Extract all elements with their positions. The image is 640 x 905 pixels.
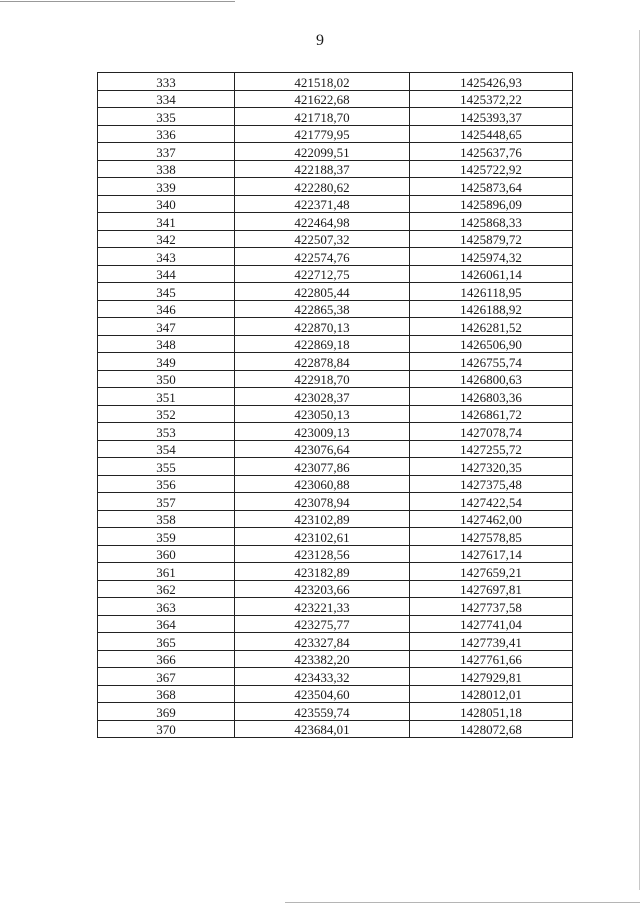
point-number-cell: 339 [98,178,235,196]
y-coordinate-cell: 1426188,92 [410,300,573,318]
y-coordinate-cell: 1427255,72 [410,440,573,458]
table-row [98,73,573,91]
table-row [98,475,573,493]
table-row [98,90,573,108]
y-coordinate-cell: 1427578,85 [410,528,573,546]
table-row [98,195,573,213]
y-coordinate-cell: 1425873,64 [410,178,573,196]
table-row [98,720,573,738]
point-number-cell: 369 [98,703,235,721]
x-coordinate-cell: 423060,88 [235,475,410,493]
x-coordinate-cell: 423078,94 [235,493,410,511]
table-row [98,178,573,196]
y-coordinate-cell: 1425393,37 [410,108,573,126]
x-coordinate-cell: 422099,51 [235,143,410,161]
coordinates-table-body [98,73,573,738]
y-coordinate-cell: 1425974,32 [410,248,573,266]
table-row [98,160,573,178]
y-coordinate-cell: 1425448,65 [410,125,573,143]
point-number-cell: 353 [98,423,235,441]
table-row [98,143,573,161]
point-number-cell: 358 [98,510,235,528]
x-coordinate-cell: 421779,95 [235,125,410,143]
x-coordinate-cell: 422870,13 [235,318,410,336]
point-number-cell: 345 [98,283,235,301]
point-number-cell: 348 [98,335,235,353]
table-row [98,423,573,441]
scan-edge-bottom [285,902,640,903]
x-coordinate-cell: 423009,13 [235,423,410,441]
y-coordinate-cell: 1425637,76 [410,143,573,161]
x-coordinate-cell: 423382,20 [235,650,410,668]
table-row [98,458,573,476]
scan-edge-top [0,1,235,2]
point-number-cell: 343 [98,248,235,266]
x-coordinate-cell: 423028,37 [235,388,410,406]
x-coordinate-cell: 423684,01 [235,720,410,738]
table-row [98,283,573,301]
y-coordinate-cell: 1427375,48 [410,475,573,493]
y-coordinate-cell: 1426061,14 [410,265,573,283]
y-coordinate-cell: 1425896,09 [410,195,573,213]
table-row [98,685,573,703]
x-coordinate-cell: 423102,61 [235,528,410,546]
table-row [98,370,573,388]
point-number-cell: 363 [98,598,235,616]
table-row [98,528,573,546]
x-coordinate-cell: 422805,44 [235,283,410,301]
point-number-cell: 365 [98,633,235,651]
table-row [98,388,573,406]
point-number-cell: 356 [98,475,235,493]
y-coordinate-cell: 1425879,72 [410,230,573,248]
y-coordinate-cell: 1426281,52 [410,318,573,336]
point-number-cell: 354 [98,440,235,458]
point-number-cell: 357 [98,493,235,511]
x-coordinate-cell: 422574,76 [235,248,410,266]
x-coordinate-cell: 422464,98 [235,213,410,231]
x-coordinate-cell: 423327,84 [235,633,410,651]
point-number-cell: 370 [98,720,235,738]
point-number-cell: 335 [98,108,235,126]
y-coordinate-cell: 1427617,14 [410,545,573,563]
x-coordinate-cell: 423433,32 [235,668,410,686]
x-coordinate-cell: 423128,56 [235,545,410,563]
y-coordinate-cell: 1427741,04 [410,615,573,633]
x-coordinate-cell: 423504,60 [235,685,410,703]
table-row [98,633,573,651]
x-coordinate-cell: 421718,70 [235,108,410,126]
y-coordinate-cell: 1426861,72 [410,405,573,423]
y-coordinate-cell: 1428072,68 [410,720,573,738]
point-number-cell: 349 [98,353,235,371]
x-coordinate-cell: 423076,64 [235,440,410,458]
point-number-cell: 347 [98,318,235,336]
y-coordinate-cell: 1425722,92 [410,160,573,178]
point-number-cell: 367 [98,668,235,686]
table-row [98,248,573,266]
table-row [98,213,573,231]
x-coordinate-cell: 423203,66 [235,580,410,598]
y-coordinate-cell: 1427320,35 [410,458,573,476]
table-row [98,703,573,721]
table-row [98,108,573,126]
x-coordinate-cell: 422712,75 [235,265,410,283]
y-coordinate-cell: 1425372,22 [410,90,573,108]
point-number-cell: 366 [98,650,235,668]
x-coordinate-cell: 423559,74 [235,703,410,721]
point-number-cell: 337 [98,143,235,161]
x-coordinate-cell: 422507,32 [235,230,410,248]
point-number-cell: 350 [98,370,235,388]
y-coordinate-cell: 1427929,81 [410,668,573,686]
y-coordinate-cell: 1426803,36 [410,388,573,406]
point-number-cell: 333 [98,73,235,91]
point-number-cell: 338 [98,160,235,178]
point-number-cell: 362 [98,580,235,598]
table-row [98,125,573,143]
table-row [98,580,573,598]
point-number-cell: 342 [98,230,235,248]
point-number-cell: 344 [98,265,235,283]
table-row [98,300,573,318]
table-row [98,563,573,581]
y-coordinate-cell: 1427422,54 [410,493,573,511]
table-row [98,230,573,248]
point-number-cell: 336 [98,125,235,143]
y-coordinate-cell: 1425868,33 [410,213,573,231]
table-row [98,440,573,458]
y-coordinate-cell: 1428051,18 [410,703,573,721]
point-number-cell: 368 [98,685,235,703]
y-coordinate-cell: 1427078,74 [410,423,573,441]
point-number-cell: 341 [98,213,235,231]
table-row [98,335,573,353]
point-number-cell: 364 [98,615,235,633]
table-row [98,405,573,423]
y-coordinate-cell: 1426755,74 [410,353,573,371]
table-row [98,668,573,686]
table-row [98,650,573,668]
y-coordinate-cell: 1427697,81 [410,580,573,598]
x-coordinate-cell: 422280,62 [235,178,410,196]
point-number-cell: 352 [98,405,235,423]
table-row [98,353,573,371]
x-coordinate-cell: 423050,13 [235,405,410,423]
x-coordinate-cell: 423221,33 [235,598,410,616]
table-row [98,545,573,563]
y-coordinate-cell: 1427761,66 [410,650,573,668]
y-coordinate-cell: 1425426,93 [410,73,573,91]
point-number-cell: 355 [98,458,235,476]
y-coordinate-cell: 1426800,63 [410,370,573,388]
y-coordinate-cell: 1427462,00 [410,510,573,528]
table-row [98,598,573,616]
table-row [98,318,573,336]
table-row [98,615,573,633]
x-coordinate-cell: 422878,84 [235,353,410,371]
x-coordinate-cell: 422918,70 [235,370,410,388]
x-coordinate-cell: 423077,86 [235,458,410,476]
table-row [98,265,573,283]
point-number-cell: 346 [98,300,235,318]
point-number-cell: 334 [98,90,235,108]
point-number-cell: 361 [98,563,235,581]
y-coordinate-cell: 1427739,41 [410,633,573,651]
point-number-cell: 359 [98,528,235,546]
x-coordinate-cell: 421622,68 [235,90,410,108]
y-coordinate-cell: 1427659,21 [410,563,573,581]
point-number-cell: 340 [98,195,235,213]
x-coordinate-cell: 423182,89 [235,563,410,581]
x-coordinate-cell: 422869,18 [235,335,410,353]
y-coordinate-cell: 1426506,90 [410,335,573,353]
point-number-cell: 360 [98,545,235,563]
x-coordinate-cell: 422188,37 [235,160,410,178]
point-number-cell: 351 [98,388,235,406]
page-number: 9 [316,32,324,49]
table-row [98,493,573,511]
x-coordinate-cell: 422865,38 [235,300,410,318]
y-coordinate-cell: 1426118,95 [410,283,573,301]
coordinates-table [97,72,573,738]
x-coordinate-cell: 423275,77 [235,615,410,633]
table-row [98,510,573,528]
x-coordinate-cell: 423102,89 [235,510,410,528]
y-coordinate-cell: 1427737,58 [410,598,573,616]
y-coordinate-cell: 1428012,01 [410,685,573,703]
x-coordinate-cell: 421518,02 [235,73,410,91]
x-coordinate-cell: 422371,48 [235,195,410,213]
